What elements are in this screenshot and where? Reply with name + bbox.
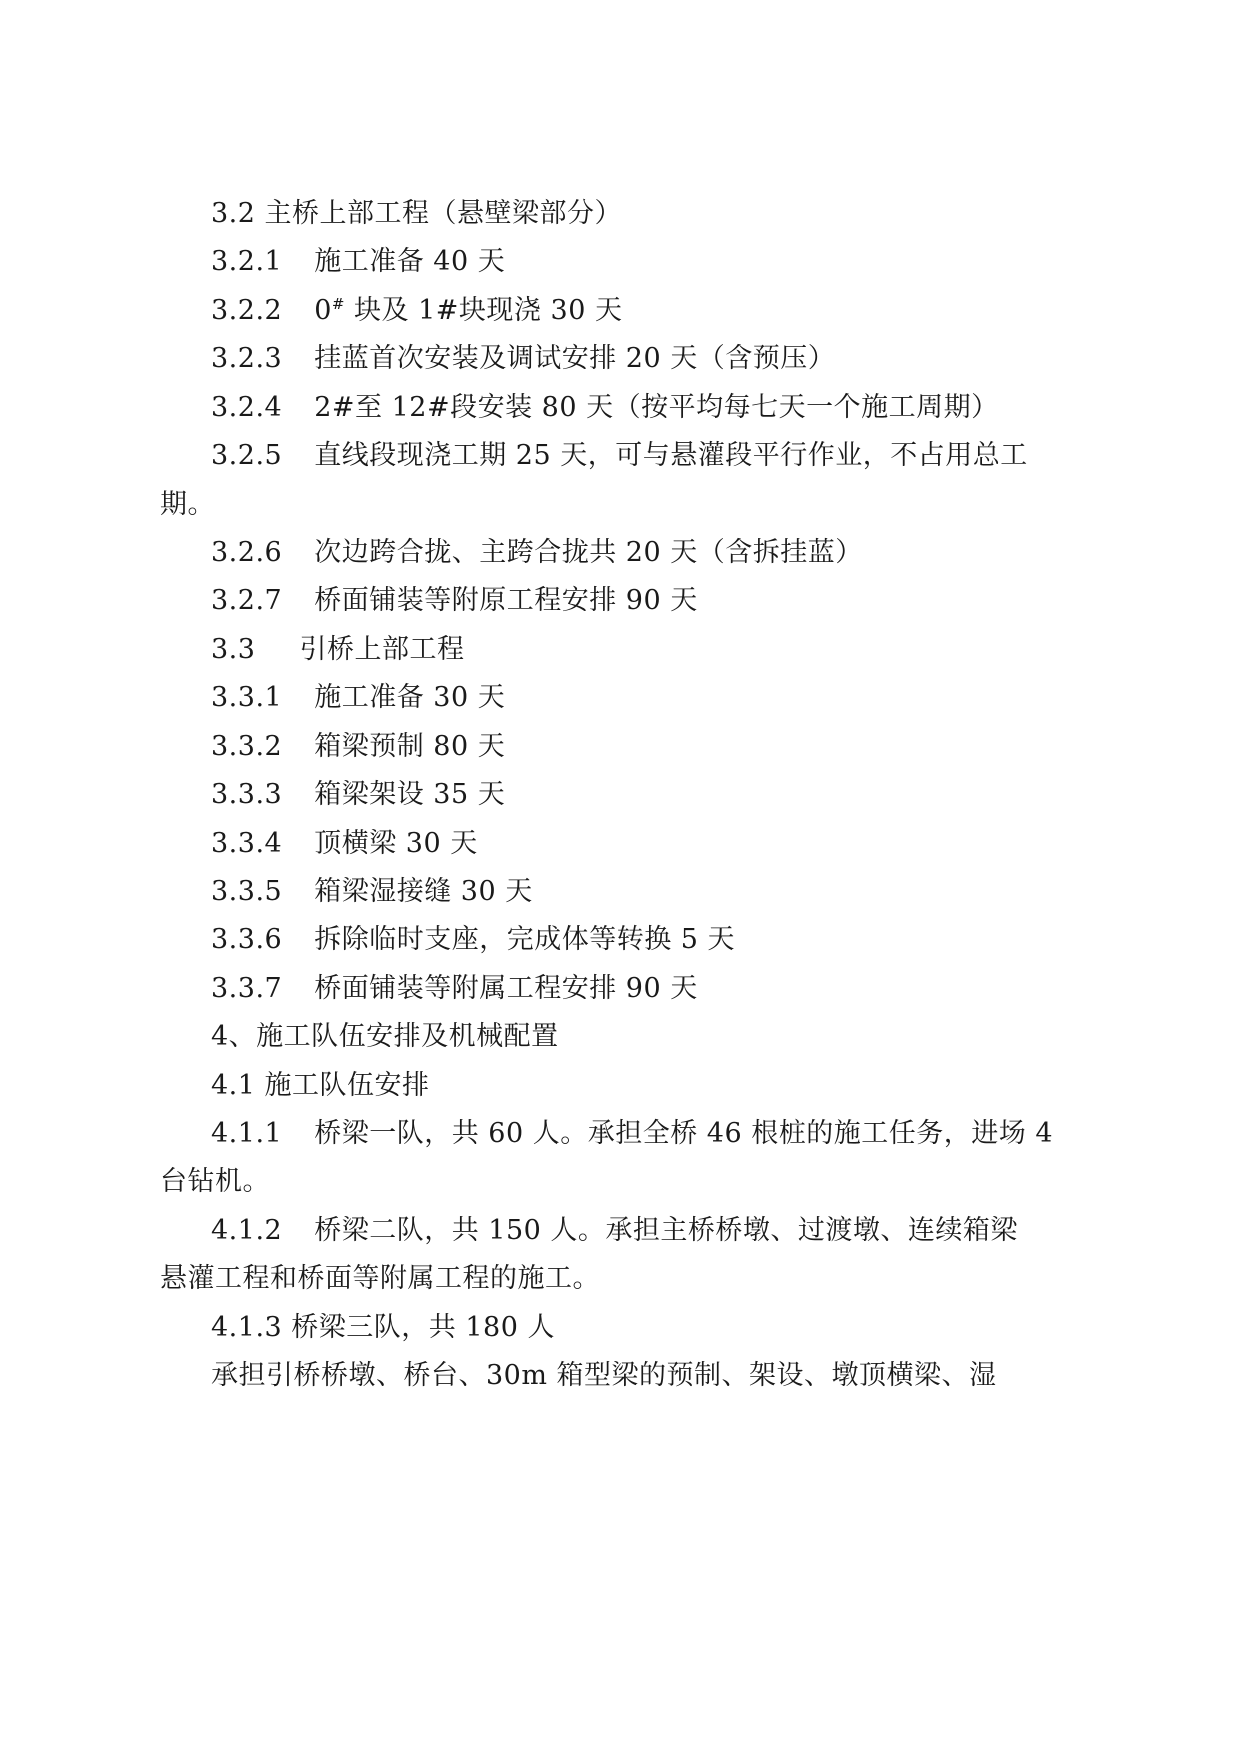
heading-3-3: 3.3 引桥上部工程: [211, 634, 465, 665]
item-4-1-1: 4.1.1 桥梁一队，共 60 人。承担全桥 46 根桩的施工任务，进场 4: [211, 1118, 1054, 1149]
item-3-2-7: 3.2.7 桥面铺装等附原工程安排 90 天: [211, 585, 698, 616]
heading-3-2: 3.2 主桥上部工程（悬壁梁部分）: [211, 198, 623, 229]
item-4-1-1-cont: 台钻机。: [160, 1166, 270, 1197]
item-3-2-5: 3.2.5 直线段现浇工期 25 天，可与悬灌段平行作业，不占用总工: [211, 440, 1028, 471]
item-3-2-2: 3.2.2 0# 块及 1#块现浇 30 天: [211, 295, 623, 326]
item-3-2-4: 3.2.4 2#至 12#段安装 80 天（按平均每七天一个施工周期）: [211, 392, 999, 423]
item-4-1-3-body: 承担引桥桥墩、桥台、30m 箱型梁的预制、架设、墩顶横梁、湿: [211, 1360, 997, 1391]
item-4-1-2: 4.1.2 桥梁二队，共 150 人。承担主桥桥墩、过渡墩、连续箱梁: [211, 1215, 1018, 1246]
item-3-2-1: 3.2.1 施工准备 40 天: [211, 246, 506, 277]
item-4-1-3: 4.1.3 桥梁三队，共 180 人: [211, 1312, 555, 1343]
item-3-3-1: 3.3.1 施工准备 30 天: [211, 682, 506, 713]
item-3-3-6: 3.3.6 拆除临时支座，完成体等转换 5 天: [211, 924, 736, 955]
item-3-3-7: 3.3.7 桥面铺装等附属工程安排 90 天: [211, 973, 698, 1004]
item-4-1-2-cont: 悬灌工程和桥面等附属工程的施工。: [160, 1263, 600, 1294]
item-3-3-2: 3.3.2 箱梁预制 80 天: [211, 731, 506, 762]
item-3-3-4: 3.3.4 顶横梁 30 天: [211, 828, 478, 859]
heading-4-1: 4.1 施工队伍安排: [211, 1070, 430, 1101]
item-3-2-6: 3.2.6 次边跨合拢、主跨合拢共 20 天（含拆挂蓝）: [211, 537, 863, 568]
item-3-2-3: 3.2.3 挂蓝首次安装及调试安排 20 天（含预压）: [211, 343, 836, 374]
item-3-3-3: 3.3.3 箱梁架设 35 天: [211, 779, 506, 810]
item-3-2-5-cont: 期。: [160, 489, 215, 520]
heading-4: 4、施工队伍安排及机械配置: [211, 1021, 559, 1052]
item-3-3-5: 3.3.5 箱梁湿接缝 30 天: [211, 876, 533, 907]
